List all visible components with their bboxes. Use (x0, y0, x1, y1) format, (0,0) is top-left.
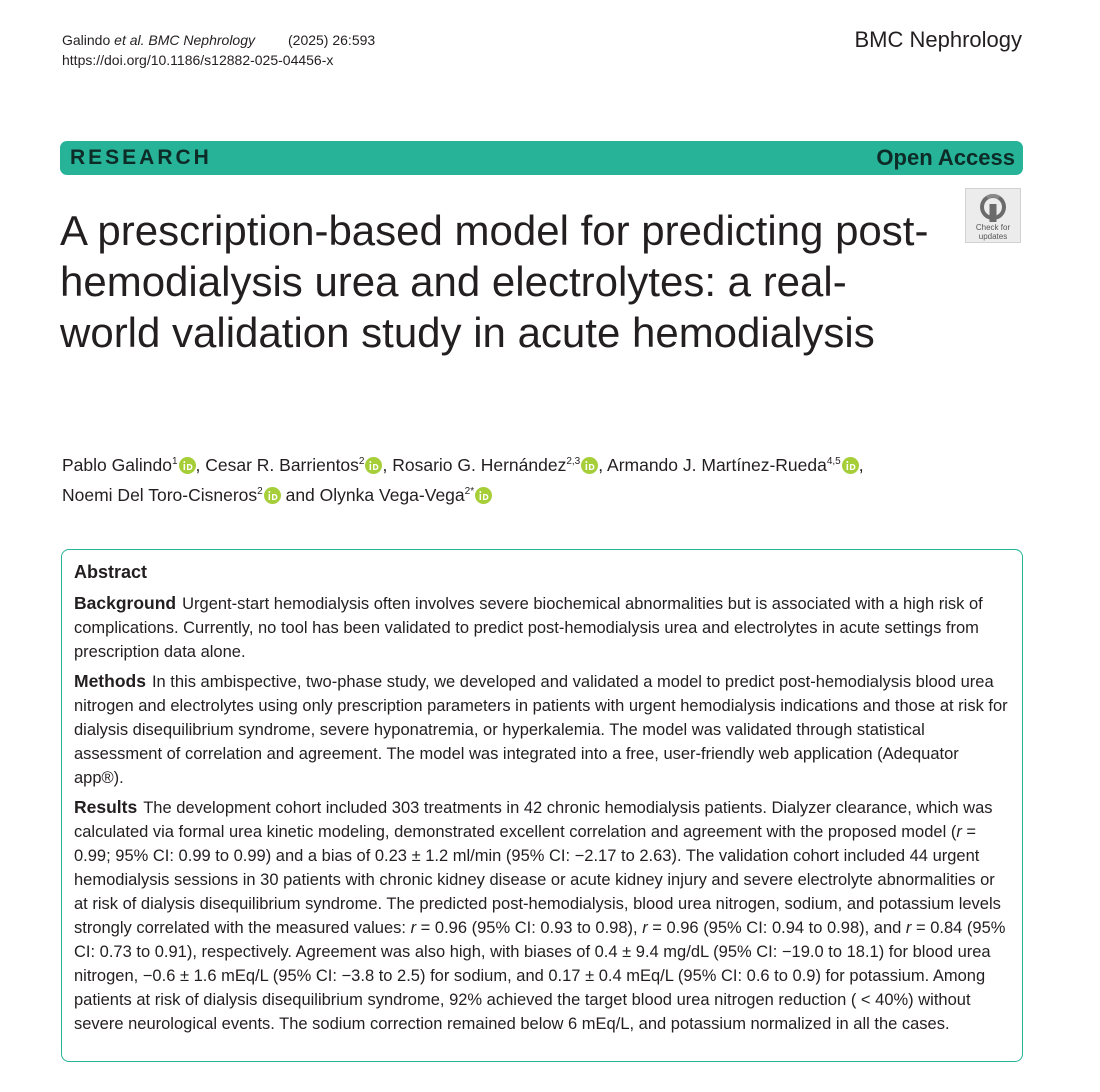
results-text-4: = 0.96 (95% CI: 0.94 to 0.98), and (647, 919, 906, 937)
r-symbol: r (905, 919, 912, 937)
r-symbol: r (642, 919, 648, 937)
background-label: Background (74, 593, 177, 613)
author-name: Pablo Galindo (62, 455, 172, 475)
author-name: Armando J. Martínez-Rueda (607, 455, 827, 475)
article-title: A prescription-based model for predicting post-hemodialysis urea and electrolytes: a real-world validation study in acute hemodialysis (60, 207, 929, 356)
orcid-icon[interactable] (581, 457, 598, 474)
orcid-icon[interactable] (475, 487, 492, 504)
author-separator: , (858, 455, 864, 475)
author-affiliation: 2* (464, 486, 475, 498)
citation-header (62, 30, 375, 70)
article-type-banner (60, 141, 1023, 175)
results-text-1: The development cohort included 303 treatments in 42 chronic hemodialysis patients. Dialyzer clearance, which was calculated via formal urea kinetic modeling, demonstrated excellent correlation and agreement with the proposed model ( (74, 799, 993, 841)
orcid-icon[interactable] (179, 457, 196, 474)
r-symbol: r (410, 919, 417, 937)
abstract-heading: Abstract (74, 562, 148, 582)
abstract-background (74, 591, 1010, 664)
citation-first-author: Galindo (62, 32, 115, 48)
results-text-2: = 0.99; 95% CI: 0.99 to 0.99) and a bias of 0.23 ± 1.2 ml/min (95% CI: −2.17 to 2.63). The validation cohort included 44 urgent hemodialysis sessions in 30 patients with chronic kidney disease or acute kidney injury and severe electrolyte abnormalities or at risk of dialysis disequilibrium syndrome. The predicted post-hemodialysis, blood urea nitrogen, sodium, and potassium levels strongly correlated with the measured values: (74, 823, 1001, 937)
results-label: Results (74, 797, 138, 817)
check-for-label: Check for (975, 223, 1011, 232)
author-affiliation: 2 (257, 486, 263, 498)
citation-year: (2025) 26:593 (288, 32, 376, 48)
updates-label: updates (978, 232, 1008, 241)
check-for-updates-button[interactable] (965, 188, 1021, 243)
author-name: Olynka Vega-Vega (319, 485, 465, 505)
author-list (62, 450, 1022, 510)
author-separator: , (195, 455, 206, 475)
orcid-icon[interactable] (264, 487, 281, 504)
author-name: Cesar R. Barrientos (205, 455, 359, 475)
author-affiliation: 1 (171, 456, 178, 468)
orcid-icon[interactable] (365, 457, 382, 474)
author-affiliation: 4,5 (826, 456, 841, 468)
check-for-updates-text (976, 223, 1010, 241)
abstract-results (74, 795, 1010, 1036)
results-text-5: = 0.84 (95% CI: 0.73 to 0.91), respectively. Agreement was also high, with biases of 0.4 ± 9.4 mg/dL (95% CI: −19.0 to 18.1) for blood urea nitrogen, −0.6 ± 1.6 mEq/L (95% CI: −3.8 to 2.5) for sodium, and 0.17 ± 0.4 mEq/L (95% CI: 0.6 to 0.9) for potassium. Among patients at risk of dialysis disequilibrium syndrome, 92% achieved the target blood urea nitrogen reduction ( < 40%) without severe neurological events. The sodium correction remained below 6 mEq/L, and potassium normalized in all the cases. (74, 919, 1006, 1033)
methods-label: Methods (74, 671, 146, 691)
author-affiliation: 2 (358, 456, 365, 468)
citation-authors (62, 30, 255, 50)
abstract-methods (74, 669, 1010, 790)
article-type-label: RESEARCH (70, 146, 212, 169)
methods-text: In this ambispective, two-phase study, we developed and validated a model to predict post-hemodialysis blood urea nitrogen and electrolytes using only prescription parameters in patients with urgent hemodialysis indications and those at risk for dialysis disequilibrium syndrome, severe hyponatremia, or hyperkalemia. The model was validated through statistical assessment of correlation and agreement. The model was integrated into a free, user-friendly web application (Adequator app®). (74, 673, 1008, 787)
author-separator: , (598, 455, 608, 475)
author-affiliation: 2,3 (566, 456, 581, 468)
citation-line (62, 30, 375, 50)
r-symbol: r (956, 823, 962, 841)
author-name: Noemi Del Toro-Cisneros (62, 485, 258, 505)
check-for-updates-icon (978, 192, 1008, 222)
doi-link[interactable]: https://doi.org/10.1186/s12882-025-04456-x (62, 52, 334, 68)
journal-name[interactable]: BMC Nephrology (854, 27, 1022, 52)
author-separator: , (382, 455, 393, 475)
author-separator: and (280, 485, 320, 505)
open-access-label[interactable]: Open Access (876, 145, 1015, 170)
citation-journal: et al. BMC Nephrology (114, 32, 255, 48)
orcid-icon[interactable] (842, 457, 859, 474)
abstract-box (61, 549, 1023, 1062)
background-text: Urgent-start hemodialysis often involves severe biochemical abnormalities but is associated with a high risk of complications. Currently, no tool has been validated to predict post-hemodialysis urea and electrolytes in acute settings from prescription data alone. (74, 595, 983, 661)
author-name: Rosario G. Hernández (392, 455, 567, 475)
results-text-3: = 0.96 (95% CI: 0.93 to 0.98), (416, 919, 643, 937)
